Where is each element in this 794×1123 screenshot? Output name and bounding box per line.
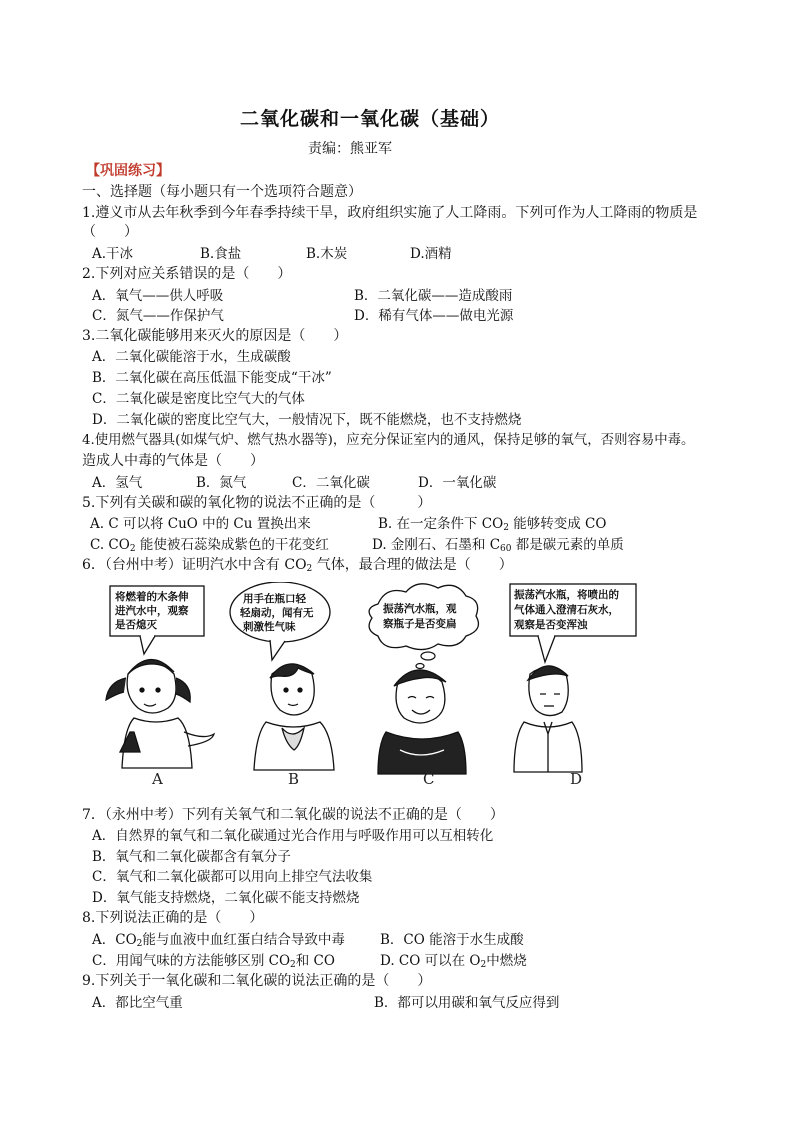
q4-option-d: D．一氧化碳 xyxy=(418,475,497,491)
bubble-d-line-3: 观察是否变浑浊 xyxy=(514,619,588,631)
figure-label-a: A xyxy=(152,770,163,787)
q1-option-c: B.木炭 xyxy=(306,246,348,262)
q9-option-a: A．都比空气重 xyxy=(92,995,183,1011)
speech-bubble-b xyxy=(230,582,330,660)
figure-label-c: C xyxy=(423,770,435,787)
thought-bubble-c xyxy=(369,584,478,669)
q1-option-a: A.干冰 xyxy=(92,246,134,262)
q3-option-d: D．二氧化碳的密度比空气大，一般情况下，既不能燃烧，也不支持燃烧 xyxy=(92,412,522,428)
q6-stem: 6．（台州中考）证明汽水中含有 $CO_2$ 气体，最合理的做法是（ ） xyxy=(82,557,513,574)
bubble-d-line-2: 气体通入澄清石灰水， xyxy=(514,604,619,616)
q3-option-b: B．二氧化碳在高压低温下能变成“干冰” xyxy=(92,370,332,386)
editor-credit: 责编：熊亚军 xyxy=(308,141,392,157)
q7-option-c: C．氧气和二氧化碳都可以用向上排空气法收集 xyxy=(92,869,373,885)
q7-stem: 7．（永州中考）下列有关氧气和二氧化碳的说法不正确的是（ ） xyxy=(82,807,504,823)
bubble-c-line-1: 振荡汽水瓶，观 xyxy=(383,603,457,615)
q5-option-b: B. 在一定条件下 $CO_2$ 能够转变成 CO xyxy=(378,516,607,533)
speech-bubble-d xyxy=(510,584,636,662)
figure-label-b: B xyxy=(288,770,300,787)
q5-option-c: C. $CO_2$ 能使被石蕊染成紫色的干花变红 xyxy=(90,537,329,554)
q7-option-d: D．氧气能支持燃烧，二氧化碳不能支持燃烧 xyxy=(92,890,360,906)
q1-option-b: B.食盐 xyxy=(200,246,242,262)
q6-illustration xyxy=(100,582,640,787)
q2-option-b: B．二氧化碳——造成酸雨 xyxy=(354,288,513,304)
q4-stem-cont: 造成人中毒的气体是（ ） xyxy=(82,453,264,469)
person-c-figure xyxy=(378,670,466,774)
q2-option-c: C．氮气——作保护气 xyxy=(92,308,224,324)
q1-stem: 1.遵义市从去年秋季到今年春季持续干旱，政府组织实施了人工降雨。下列可作为人工降雨的物质是 xyxy=(82,205,698,221)
bubble-a-line-1: 将燃着的木条伸 xyxy=(115,591,189,603)
q5-option-d: D. 金刚石、石墨和 $C_{60}$ 都是碳元素的单质 xyxy=(372,537,624,554)
speech-bubble-a xyxy=(110,586,204,654)
q8-stem: 8.下列说法正确的是（ ） xyxy=(82,910,264,926)
person-d-figure xyxy=(514,666,582,772)
q9-stem: 9.下列关于一氧化碳和二氧化碳的说法正确的是（ ） xyxy=(82,973,432,989)
q5-stem: 5.下列有关碳和碳的氧化物的说法不正确的是（ ） xyxy=(82,495,432,511)
q2-option-d: D．稀有气体——做电光源 xyxy=(354,308,514,324)
section-tag: 【巩固练习】 xyxy=(86,163,170,179)
q8-option-b: B．CO 能溶于水生成酸 xyxy=(380,932,524,948)
figure-label-d: D xyxy=(570,770,583,787)
q4-option-b: B．氮气 xyxy=(196,475,247,491)
part-heading: 一、选择题（每小题只有一个选项符合题意） xyxy=(82,184,362,200)
bubble-a-line-3: 是否熄灭 xyxy=(115,619,157,631)
q3-stem: 3.二氧化碳能够用来灭火的原因是（ ） xyxy=(82,328,348,344)
q3-option-c: C．二氧化碳是密度比空气大的气体 xyxy=(92,391,305,407)
q4-option-a: A．氢气 xyxy=(92,475,143,491)
q8-option-a: A．$CO_2$能与血液中血红蛋白结合导致中毒 xyxy=(92,932,345,949)
bubble-b-line-3: 刺激性气味 xyxy=(243,621,296,633)
q4-option-c: C．二氧化碳 xyxy=(292,475,370,491)
bubble-a-line-2: 进汽水中，观察 xyxy=(115,605,189,617)
q4-stem: 4.使用燃气器具(如煤气炉、燃气热水器等)，应充分保证室内的通风，保持足够的氧气，否则容易中毒。 xyxy=(82,433,695,448)
bubble-d-line-1: 振荡汽水瓶，将喷出的 xyxy=(514,589,619,601)
page-title: 二氧化碳和一氧化碳（基础） xyxy=(239,108,500,130)
person-a-figure xyxy=(106,659,214,768)
q1-option-d: D.酒精 xyxy=(410,246,452,262)
q9-option-b: B．都可以用碳和氧气反应得到 xyxy=(374,995,560,1011)
q7-option-a: A．自然界的氧气和二氧化碳通过光合作用与呼吸作用可以互相转化 xyxy=(92,828,494,844)
bubble-c-line-2: 察瓶子是否变扁 xyxy=(383,618,457,630)
q3-option-a: A．二氧化碳能溶于水，生成碳酸 xyxy=(92,349,291,365)
q1-stem-cont: （ ） xyxy=(82,224,138,240)
person-b-figure xyxy=(254,664,334,770)
q5-option-a: A. C 可以将 CuO 中的 Cu 置换出来 xyxy=(90,516,311,532)
q8-option-c: C．用闻气味的方法能够区别 $CO_2$和 CO xyxy=(92,953,335,970)
q8-option-d: D. CO 可以在 $O_2$中燃烧 xyxy=(380,953,527,970)
bubble-b-line-1: 用手在瓶口轻 xyxy=(243,593,306,605)
q2-stem: 2.下列对应关系错误的是（ ） xyxy=(82,266,292,282)
q2-option-a: A．氧气——供人呼吸 xyxy=(92,288,224,304)
bubble-b-line-2: 轻扇动，闻有无 xyxy=(240,607,314,619)
q7-option-b: B．氧气和二氧化碳都含有氧分子 xyxy=(92,849,291,865)
